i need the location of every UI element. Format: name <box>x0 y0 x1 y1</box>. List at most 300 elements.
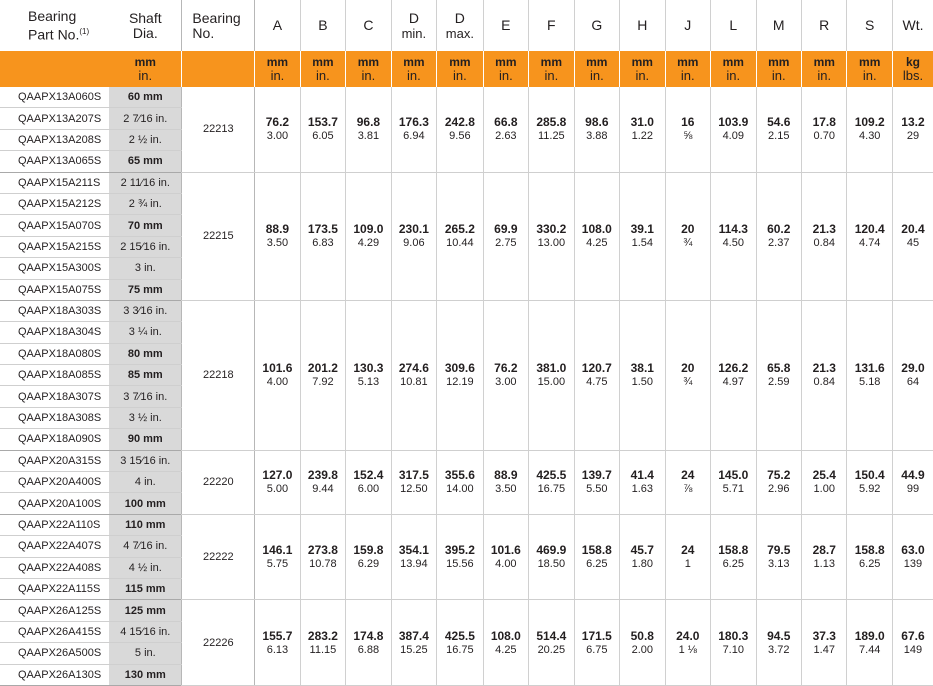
units-dim-bottom: in. <box>361 68 376 83</box>
shaft-dia-cell: 70 mm <box>109 215 182 236</box>
value-mm: 13.2 <box>901 115 925 130</box>
dimension-value-cell <box>346 514 391 600</box>
value-mm: 25.4 <box>812 468 836 483</box>
units-dim <box>620 51 665 87</box>
dimension-value-cell <box>665 600 710 686</box>
value-mm: 17.8 <box>812 115 836 130</box>
value-in: 13.94 <box>400 558 428 571</box>
units-dim-bottom: in. <box>817 68 832 83</box>
value-mm: 130.3 <box>353 361 384 376</box>
value-mm: 29.0 <box>901 361 925 376</box>
table-body <box>0 87 933 685</box>
value-mm: 75.2 <box>767 468 791 483</box>
units-dim-top: kg <box>905 55 920 69</box>
dimension-value-cell <box>437 600 483 686</box>
value-mm: 50.8 <box>630 628 654 643</box>
dimension-value-cell <box>391 600 436 686</box>
part-number-cell: QAAPX18A080S <box>0 343 109 364</box>
bearing-no-cell: 22213 <box>182 87 255 172</box>
dimension-value-cell <box>756 87 801 172</box>
dimension-value-cell <box>483 450 528 514</box>
dimension-value-cell <box>620 87 665 172</box>
shaft-dia-cell: 3 3⁄16 in. <box>109 300 182 321</box>
value-in: 14.00 <box>446 483 474 496</box>
shaft-dia-cell: 4 in. <box>109 472 182 493</box>
value-mm: 395.2 <box>444 543 475 558</box>
value-in: 7.44 <box>859 643 881 656</box>
bearing-no-cell: 22220 <box>182 450 255 514</box>
dimension-value-cell <box>711 600 756 686</box>
units-dim <box>483 51 528 87</box>
units-dim-bottom: lbs. <box>902 68 924 83</box>
dimension-value-cell <box>665 450 710 514</box>
shaft-dia-cell: 3 15⁄16 in. <box>109 450 182 471</box>
value-mm: 150.4 <box>854 468 885 483</box>
value-mm: 16 <box>681 115 695 130</box>
dimension-value-cell <box>391 514 436 600</box>
dimension-value-cell <box>483 300 528 450</box>
bearing-no-cell: 22215 <box>182 172 255 300</box>
table-row <box>0 300 933 321</box>
dimension-value-cell <box>346 172 391 300</box>
value-in: 4.09 <box>722 130 744 143</box>
value-in: 6.83 <box>312 237 334 250</box>
header-dim-sub: min. <box>401 25 427 41</box>
dimension-value-cell <box>802 87 847 172</box>
units-dim <box>847 51 892 87</box>
shaft-dia-cell: 4 15⁄16 in. <box>109 621 182 642</box>
units-dim-top: mm <box>586 55 608 69</box>
header-dim-wt <box>892 0 933 51</box>
shaft-dia-cell: 80 mm <box>109 343 182 364</box>
shaft-dia-cell: 2 ½ in. <box>109 129 182 150</box>
dimension-value-cell <box>574 600 619 686</box>
value-mm: 67.6 <box>901 628 925 643</box>
value-mm: 514.4 <box>536 628 567 643</box>
value-mm: 103.9 <box>718 115 749 130</box>
value-mm: 24 <box>681 543 695 558</box>
value-mm: 273.8 <box>307 543 338 558</box>
value-in: 6.94 <box>403 130 425 143</box>
value-in: 3.13 <box>768 558 790 571</box>
dimension-value-cell <box>711 87 756 172</box>
value-in: 15.00 <box>537 376 566 389</box>
header-bearing-no <box>182 0 255 51</box>
value-in: 7.92 <box>312 376 334 389</box>
shaft-dia-cell: 60 mm <box>109 87 182 108</box>
value-mm: 21.3 <box>812 222 836 237</box>
value-mm: 317.5 <box>398 468 429 483</box>
value-mm: 285.8 <box>536 115 567 130</box>
value-mm: 381.0 <box>536 361 567 376</box>
dimension-value-cell <box>529 87 574 172</box>
dimension-value-cell <box>437 172 483 300</box>
header-dim-h <box>620 0 665 51</box>
value-in: 6.05 <box>312 130 334 143</box>
value-mm: 230.1 <box>398 222 429 237</box>
dimension-value-cell <box>529 514 574 600</box>
value-in: 4.74 <box>859 237 881 250</box>
shaft-dia-cell: 100 mm <box>109 493 182 514</box>
dimension-value-cell <box>574 450 619 514</box>
value-mm: 174.8 <box>353 628 384 643</box>
table-row <box>0 600 933 621</box>
value-in: ⅞ <box>683 483 693 496</box>
dimension-value-cell <box>665 514 710 600</box>
value-in: 5.13 <box>357 376 380 389</box>
units-dim-top: mm <box>813 55 835 69</box>
value-in: 5.71 <box>722 483 744 496</box>
value-in: 2.96 <box>768 483 790 496</box>
table-row <box>0 514 933 535</box>
value-mm: 65.8 <box>767 361 791 376</box>
value-in: 4.30 <box>859 130 881 143</box>
header-dim-d-min <box>391 0 436 51</box>
dimension-value-cell <box>892 87 933 172</box>
value-mm: 109.0 <box>353 222 384 237</box>
header-dim-e <box>483 0 528 51</box>
part-number-cell: QAAPX15A300S <box>0 258 109 279</box>
value-mm: 76.2 <box>494 361 518 376</box>
dimension-value-cell <box>574 514 619 600</box>
shaft-dia-cell: 115 mm <box>109 578 182 599</box>
value-in: 3.72 <box>768 643 790 656</box>
value-in: 2.00 <box>631 643 654 656</box>
value-in: 1 ⅛ <box>678 643 697 656</box>
units-dim <box>665 51 710 87</box>
dimension-value-cell <box>255 172 300 300</box>
value-mm: 39.1 <box>630 222 654 237</box>
value-mm: 96.8 <box>356 115 381 130</box>
dimension-value-cell <box>802 600 847 686</box>
units-dim <box>391 51 436 87</box>
units-dim-top: mm <box>403 55 425 69</box>
value-in: 6.75 <box>586 643 608 656</box>
value-mm: 158.8 <box>854 543 885 558</box>
value-mm: 120.4 <box>854 222 885 237</box>
header-dim-label: C <box>363 17 374 33</box>
part-number-cell: QAAPX22A407S <box>0 536 109 557</box>
dimension-value-cell <box>665 300 710 450</box>
value-mm: 173.5 <box>307 222 338 237</box>
part-number-cell: QAAPX26A500S <box>0 643 109 664</box>
dimension-value-cell <box>847 600 892 686</box>
units-dim <box>255 51 300 87</box>
units-dim-top: mm <box>859 55 881 69</box>
part-number-cell: QAAPX26A125S <box>0 600 109 621</box>
dimension-value-cell <box>437 450 483 514</box>
units-dim-bottom: in. <box>498 68 513 83</box>
value-in: 2.63 <box>495 130 517 143</box>
dimension-value-cell <box>756 514 801 600</box>
dimension-value-cell <box>711 514 756 600</box>
shaft-dia-cell: 3 ½ in. <box>109 407 182 428</box>
part-number-cell: QAAPX13A208S <box>0 129 109 150</box>
value-in: 1 <box>684 558 691 571</box>
value-in: 1.13 <box>813 558 835 571</box>
bearing-no-cell: 22222 <box>182 514 255 600</box>
value-mm: 158.8 <box>718 543 749 558</box>
value-mm: 242.8 <box>444 115 475 130</box>
part-number-cell: QAAPX22A115S <box>0 578 109 599</box>
header-dim-f <box>529 0 574 51</box>
dimension-value-cell <box>802 300 847 450</box>
value-mm: 101.6 <box>262 361 293 376</box>
value-mm: 355.6 <box>444 468 475 483</box>
dimension-value-cell <box>802 172 847 300</box>
dimension-value-cell <box>255 87 300 172</box>
value-in: ¾ <box>683 237 693 250</box>
units-shaft-in: in. <box>138 68 153 83</box>
value-mm: 201.2 <box>307 361 338 376</box>
units-dim-bottom: in. <box>862 68 877 83</box>
value-mm: 265.2 <box>444 222 475 237</box>
value-mm: 283.2 <box>307 628 338 643</box>
value-in: 6.29 <box>357 558 380 571</box>
value-in: 0.84 <box>813 376 835 389</box>
dimension-value-cell <box>483 172 528 300</box>
value-mm: 88.9 <box>494 468 518 483</box>
value-in: 16.75 <box>537 483 566 496</box>
value-in: 1.47 <box>813 643 835 656</box>
value-mm: 274.6 <box>398 361 429 376</box>
header-part-no <box>0 0 109 51</box>
header-dim-label: L <box>729 17 738 33</box>
shaft-dia-cell: 3 in. <box>109 258 182 279</box>
value-in: 20.25 <box>537 643 566 656</box>
dimension-value-cell <box>892 172 933 300</box>
dimension-value-cell <box>346 600 391 686</box>
dimension-value-cell <box>437 514 483 600</box>
value-in: 11.25 <box>537 130 565 143</box>
value-mm: 176.3 <box>398 115 429 130</box>
header-dim-label: M <box>772 17 785 33</box>
bearing-no-cell: 22226 <box>182 600 255 686</box>
part-number-cell: QAAPX26A415S <box>0 621 109 642</box>
value-in: 9.56 <box>449 130 471 143</box>
value-in: 2.75 <box>495 237 517 250</box>
dimension-value-cell <box>300 300 345 450</box>
value-in: 12.50 <box>400 483 428 496</box>
value-mm: 309.6 <box>444 361 475 376</box>
dimension-value-cell <box>483 514 528 600</box>
value-in: 2.15 <box>768 130 790 143</box>
shaft-dia-cell: 90 mm <box>109 429 182 450</box>
dimension-value-cell <box>300 172 345 300</box>
header-dim-label: G <box>591 17 603 33</box>
part-number-cell: QAAPX20A100S <box>0 493 109 514</box>
header-dim-l <box>711 0 756 51</box>
dimension-value-cell <box>574 87 619 172</box>
value-mm: 469.9 <box>536 543 567 558</box>
header-dim-label: Wt. <box>902 17 924 33</box>
dimension-value-cell <box>255 514 300 600</box>
value-mm: 153.7 <box>307 115 338 130</box>
value-in: 2.37 <box>768 237 790 250</box>
header-dim-b <box>300 0 345 51</box>
value-in: 10.44 <box>446 237 474 250</box>
value-in: 1.54 <box>631 237 654 250</box>
value-mm: 171.5 <box>581 628 612 643</box>
value-in: 45 <box>906 237 920 250</box>
value-mm: 354.1 <box>398 543 429 558</box>
value-mm: 41.4 <box>630 468 654 483</box>
part-number-cell: QAAPX18A085S <box>0 365 109 386</box>
dimension-value-cell <box>574 300 619 450</box>
part-number-cell: QAAPX22A110S <box>0 514 109 535</box>
dimension-value-cell <box>483 87 528 172</box>
shaft-dia-cell: 3 7⁄16 in. <box>109 386 182 407</box>
header-shaft-dia <box>109 0 182 51</box>
units-dim <box>437 51 483 87</box>
header-dim-m <box>756 0 801 51</box>
dimension-value-cell <box>756 300 801 450</box>
value-in: 13.00 <box>537 237 566 250</box>
dimension-value-cell <box>391 87 436 172</box>
dimension-value-cell <box>665 172 710 300</box>
value-mm: 108.0 <box>490 628 521 643</box>
header-bearing-line1: Bearing <box>192 9 241 26</box>
part-number-cell: QAAPX18A303S <box>0 300 109 321</box>
value-in: 0.84 <box>813 237 835 250</box>
value-mm: 24.0 <box>676 628 700 643</box>
shaft-dia-cell: 2 11⁄16 in. <box>109 172 182 193</box>
value-mm: 239.8 <box>307 468 338 483</box>
dimension-value-cell <box>892 450 933 514</box>
value-mm: 108.0 <box>581 222 612 237</box>
header-dim-label: R <box>819 17 830 33</box>
value-in: 3.50 <box>495 483 517 496</box>
shaft-dia-cell: 85 mm <box>109 365 182 386</box>
value-in: 11.15 <box>309 643 337 656</box>
value-in: 3.50 <box>266 237 289 250</box>
value-mm: 20 <box>681 361 695 376</box>
header-dim-j <box>665 0 710 51</box>
value-in: 7.10 <box>722 643 744 656</box>
dimension-value-cell <box>665 87 710 172</box>
value-mm: 139.7 <box>581 468 612 483</box>
value-mm: 155.7 <box>262 628 293 643</box>
value-mm: 69.9 <box>494 222 518 237</box>
value-mm: 109.2 <box>854 115 885 130</box>
units-dim-top: mm <box>722 55 744 69</box>
dimension-value-cell <box>847 300 892 450</box>
header-dim-label: E <box>501 17 511 33</box>
part-number-cell: QAAPX22A408S <box>0 557 109 578</box>
header-shaft-line2: Dia. <box>132 24 158 41</box>
header-shaft-line1: Shaft <box>128 9 162 26</box>
units-dim <box>802 51 847 87</box>
value-mm: 63.0 <box>901 543 925 558</box>
value-in: 1.50 <box>631 376 654 389</box>
dimension-value-cell <box>620 172 665 300</box>
shaft-dia-cell: 130 mm <box>109 664 182 685</box>
dimension-value-cell <box>391 450 436 514</box>
value-mm: 152.4 <box>353 468 384 483</box>
units-dim-top: mm <box>631 55 653 69</box>
value-mm: 425.5 <box>536 468 567 483</box>
dimension-value-cell <box>620 450 665 514</box>
part-number-cell: QAAPX26A130S <box>0 664 109 685</box>
units-dim-bottom: in. <box>635 68 650 83</box>
header-dim-label: D <box>454 9 465 26</box>
header-dim-label: D <box>408 9 419 26</box>
dimension-value-cell <box>437 300 483 450</box>
value-in: 5.92 <box>859 483 881 496</box>
units-dim-top: mm <box>768 55 790 69</box>
units-bearing-blank <box>182 51 255 87</box>
value-mm: 20.4 <box>901 222 925 237</box>
part-number-cell: QAAPX18A304S <box>0 322 109 343</box>
value-in: 64 <box>906 376 920 389</box>
value-mm: 66.8 <box>494 115 518 130</box>
units-dim-bottom: in. <box>680 68 695 83</box>
units-dim-bottom: in. <box>407 68 421 83</box>
value-mm: 146.1 <box>262 543 293 558</box>
table-row <box>0 450 933 471</box>
value-in: 4.97 <box>722 376 744 389</box>
units-dim-bottom: in. <box>771 68 786 83</box>
header-dim-c <box>346 0 391 51</box>
table-row <box>0 87 933 108</box>
part-number-cell: QAAPX18A090S <box>0 429 109 450</box>
value-mm: 158.8 <box>581 543 612 558</box>
units-dim-bottom: in. <box>726 68 741 83</box>
header-dim-label: S <box>865 17 875 33</box>
value-mm: 79.5 <box>767 543 791 558</box>
shaft-dia-cell: 65 mm <box>109 151 182 172</box>
dimension-value-cell <box>711 300 756 450</box>
part-number-cell: QAAPX18A308S <box>0 407 109 428</box>
dimension-value-cell <box>802 450 847 514</box>
value-mm: 114.3 <box>718 222 748 237</box>
value-in: 1.22 <box>631 130 654 143</box>
units-dim-top: mm <box>357 55 380 69</box>
value-in: 1.80 <box>631 558 654 571</box>
part-number-cell: QAAPX15A215S <box>0 236 109 257</box>
value-mm: 28.7 <box>812 543 836 558</box>
header-dim-d-max <box>437 0 483 51</box>
value-in: 3.00 <box>266 130 289 143</box>
value-in: 6.00 <box>357 483 380 496</box>
value-in: ¾ <box>683 376 693 389</box>
value-in: 10.81 <box>400 376 428 389</box>
part-number-cell: QAAPX13A207S <box>0 108 109 129</box>
units-dim <box>756 51 801 87</box>
units-dim-top: mm <box>495 55 517 69</box>
shaft-dia-cell: 3 ¼ in. <box>109 322 182 343</box>
value-in: 15.56 <box>446 558 474 571</box>
units-part-no-blank <box>0 51 109 87</box>
dimension-value-cell <box>255 450 300 514</box>
value-in: 3.00 <box>495 376 517 389</box>
dimension-value-cell <box>391 300 436 450</box>
value-mm: 180.3 <box>718 628 749 643</box>
dimension-value-cell <box>300 450 345 514</box>
units-dim-bottom: in. <box>544 68 559 83</box>
value-mm: 330.2 <box>536 222 567 237</box>
part-number-cell: QAAPX15A070S <box>0 215 109 236</box>
dimension-value-cell <box>847 172 892 300</box>
header-dim-label: J <box>684 17 692 33</box>
value-in: 15.25 <box>400 643 428 656</box>
dimension-value-cell <box>892 600 933 686</box>
value-mm: 31.0 <box>630 115 654 130</box>
value-mm: 24 <box>681 468 695 483</box>
value-mm: 159.8 <box>353 543 384 558</box>
units-dim <box>574 51 619 87</box>
value-mm: 38.1 <box>630 361 654 376</box>
